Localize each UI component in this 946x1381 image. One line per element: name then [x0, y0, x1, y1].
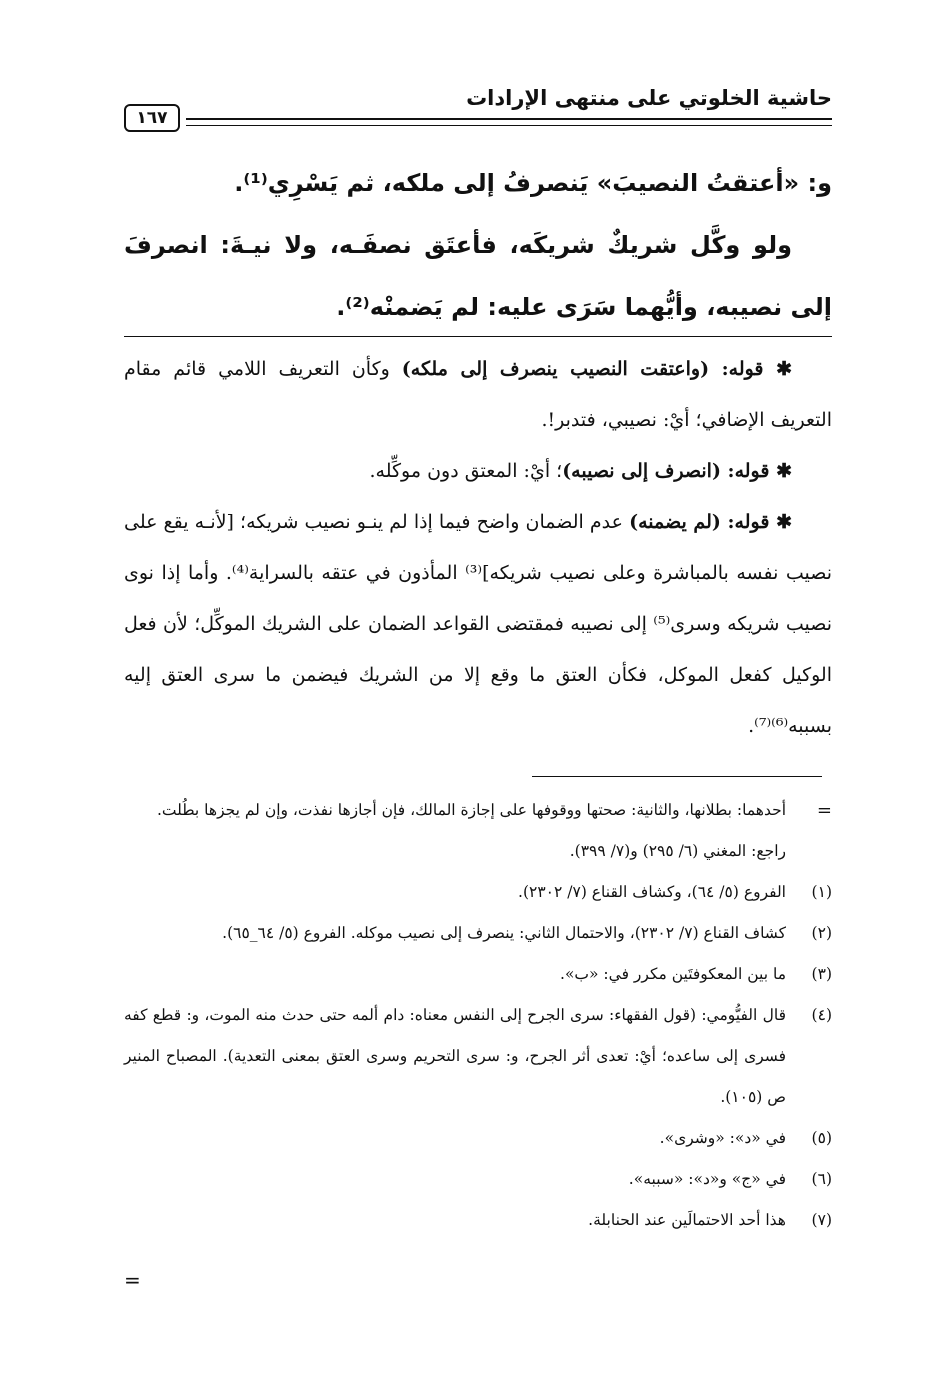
commentary — [124, 344, 832, 752]
footnote-item — [124, 1200, 832, 1241]
footnote-item — [124, 1118, 832, 1159]
asterisk-icon: ✱ — [769, 511, 792, 533]
page-number: ١٦٧ — [124, 104, 180, 132]
commentary-text: ؛ أيْ: المعتق دون موكِّله. — [369, 460, 563, 482]
asterisk-icon: ✱ — [769, 460, 792, 482]
main-line-2: ولو وكَّل شريكٌ شريكَه، فأعتَق نصفَـه، ولا نيـةَ: انصرفَ إلى نصيبه، وأيُّهما سَرَى عليه: لم يَضمنْه⁽²⁾. — [124, 231, 832, 321]
commentary-keyword: قوله: (لم يضمنه) — [629, 511, 770, 533]
continuation-mark-end: = — [124, 1268, 141, 1292]
footnote-item — [124, 1159, 832, 1200]
commentary-keyword: قوله: (واعتقت النصيب ينصرف إلى ملكه) — [401, 358, 764, 380]
footnote-number: (٥) — [811, 1129, 832, 1147]
footnote-text: هذا أحد الاحتمالَين عند الحنابلة. — [588, 1211, 786, 1229]
page-header — [124, 82, 832, 134]
commentary-paragraph-1 — [124, 344, 832, 446]
asterisk-icon: ✱ — [763, 358, 792, 380]
footnote-number: (٢) — [811, 924, 832, 942]
footnote-item — [124, 872, 832, 913]
footnotes — [124, 790, 832, 1241]
footnote-number: (٧) — [811, 1211, 832, 1229]
main-line-1: و: «أعتقتُ النصيبَ» يَنصرفُ إلى ملكه، ثم يَسْرِي⁽¹⁾. — [234, 169, 832, 197]
footnote-keyword: أحدهما: بطلانها، والثانية: — [631, 801, 786, 819]
footnote-text: في «ج» و«د»: «سببه». — [628, 1170, 786, 1188]
footnote-item — [124, 954, 832, 995]
footnote-divider — [532, 776, 822, 777]
footnote-number: (١) — [811, 883, 832, 901]
footnote-text: ما بين المعكوفتَين مكرر في: «ب». — [560, 965, 786, 983]
footnote-item — [124, 913, 832, 954]
main-text — [124, 152, 832, 338]
commentary-text: عدم الضمان واضح فيما إذا لم ينـو نصيب شريكه؛ [لأنـه يقع على نصيب نفسه بالمباشرة وعلى نصيب شريكه]⁽³⁾ المأذون في عتقه بالسراية⁽⁴⁾. وأما إذا نوى نصيب شريكه وسرى⁽⁵⁾ إلى نصيبه فمقتضى القواعد الضمان على الشريك الموكِّل؛ لأن فعل الوكيل كفعل الموكل، فكأن العتق ما وقع إلا من الشريك فيضمن ما سرى العتق إليه بسببه⁽⁶⁾⁽⁷⁾. — [124, 511, 833, 737]
footnote-text: في «د»: «وشرى». — [659, 1129, 786, 1147]
footnote-reference: راجع: المغني (٦/ ٢٩٥) و(٧/ ٣٩٩). — [569, 842, 786, 860]
footnote-continuation-text — [124, 790, 786, 831]
footnote-number: (٦) — [811, 1170, 832, 1188]
footnote-text: صحتها ووقوفها على إجازة المالك، فإن أجازها نفذت، وإن لم يجزها بطُلت. — [156, 801, 632, 819]
footnote-number: (٤) — [811, 1006, 832, 1024]
continuation-mark: = — [816, 800, 832, 821]
footnote-number: (٣) — [811, 965, 832, 983]
running-title: حاشية الخلوتي على منتهى الإرادات — [466, 86, 832, 110]
footnote-item — [124, 995, 832, 1118]
header-rule — [186, 118, 832, 126]
footnote-text: الفروع (٥/ ٦٤)، وكشاف القناع (٧/ ٢٣٠٢). — [518, 883, 786, 901]
commentary-paragraph-2 — [124, 446, 832, 497]
commentary-keyword: قوله: (انصرف إلى نصيبه) — [562, 460, 770, 482]
footnote-continuation — [124, 790, 832, 872]
footnote-text: قال الفيُّومي: (قول الفقهاء: سرى الجرح إلى النفس معناه: دام ألمه حتى حدث منه الموت، و: قطع كفه فسرى إلى ساعده؛ أيْ: تعدى أثر الجرح، و: سرى التحريم وسرى العتق بمعنى التعدية). المصباح المنير ص (١٠٥). — [124, 1006, 786, 1106]
commentary-text: وكأن التعريف اللامي قائم مقام التعريف الإضافي؛ أيْ: نصيبي، فتدبر!. — [124, 358, 832, 431]
footnote-text: كشاف القناع (٧/ ٢٣٠٢)، والاحتمال الثاني: ينصرف إلى نصيب موكله. الفروع (٥/ ٦٤_٦٥). — [222, 924, 786, 942]
commentary-paragraph-3 — [124, 497, 832, 752]
text-divider — [124, 336, 832, 337]
